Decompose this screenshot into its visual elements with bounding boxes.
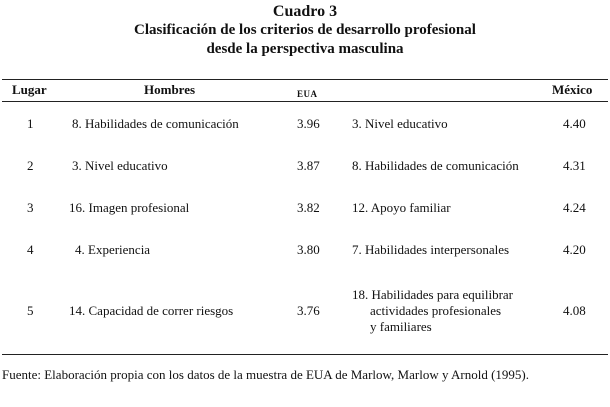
table-caption-line-2: desde la perspectiva masculina: [206, 41, 404, 57]
cell-eua: 3.80: [297, 242, 320, 257]
cell-hombres: 8. Habilidades de comunicación: [72, 116, 239, 131]
cell-eua: 3.76: [297, 303, 320, 318]
cell-eua: 3.96: [297, 116, 320, 131]
header-hombres: Hombres: [144, 82, 196, 97]
cell-hombres: 4. Experiencia: [75, 242, 151, 257]
cell-hombres: 3. Nivel educativo: [72, 158, 168, 173]
cell-hombres: 16. Imagen profesional: [69, 200, 190, 215]
table-top-rule: [2, 79, 608, 80]
table-number: Cuadro 3: [272, 3, 338, 20]
cell-mexico-line-3: y familiares: [370, 319, 432, 334]
header-lugar: Lugar: [12, 82, 47, 97]
cell-mexico-value: 4.24: [563, 200, 586, 215]
cell-lugar: 5: [27, 303, 34, 318]
table-header-rule: [2, 101, 608, 102]
cell-lugar: 2: [27, 158, 34, 173]
table-row: [0, 287, 610, 337]
cell-lugar: 3: [27, 200, 34, 215]
header-eua: EUA: [297, 89, 318, 99]
cell-mexico: 8. Habilidades de comunicación: [352, 158, 519, 173]
cell-lugar: 4: [27, 242, 34, 257]
table-caption-line-1: Clasificación de los criterios de desarrollo profesional: [134, 22, 476, 38]
cell-mexico: 12. Apoyo familiar: [352, 200, 451, 215]
cell-mexico-value: 4.08: [563, 303, 586, 318]
cell-mexico-line-2: actividades profesionales: [370, 303, 502, 318]
cell-mexico-value: 4.20: [563, 242, 586, 257]
cell-mexico-value: 4.31: [563, 158, 586, 173]
table-bottom-rule: [2, 354, 608, 355]
cell-lugar: 1: [27, 116, 34, 131]
header-mexico: México: [552, 82, 593, 97]
cell-mexico-line-1: 18. Habilidades para equilibrar: [352, 287, 513, 302]
cell-mexico: 7. Habilidades interpersonales: [352, 242, 510, 257]
cell-mexico-value: 4.40: [563, 116, 586, 131]
cell-eua: 3.87: [297, 158, 320, 173]
source-note: Fuente: Elaboración propia con los datos de la muestra de EUA de Marlow, Marlow y Arnold (1995).: [2, 367, 529, 382]
cell-eua: 3.82: [297, 200, 320, 215]
table-title: [0, 2, 610, 59]
cell-hombres: 14. Capacidad de correr riesgos: [69, 303, 234, 318]
cell-mexico: 3. Nivel educativo: [352, 116, 448, 131]
